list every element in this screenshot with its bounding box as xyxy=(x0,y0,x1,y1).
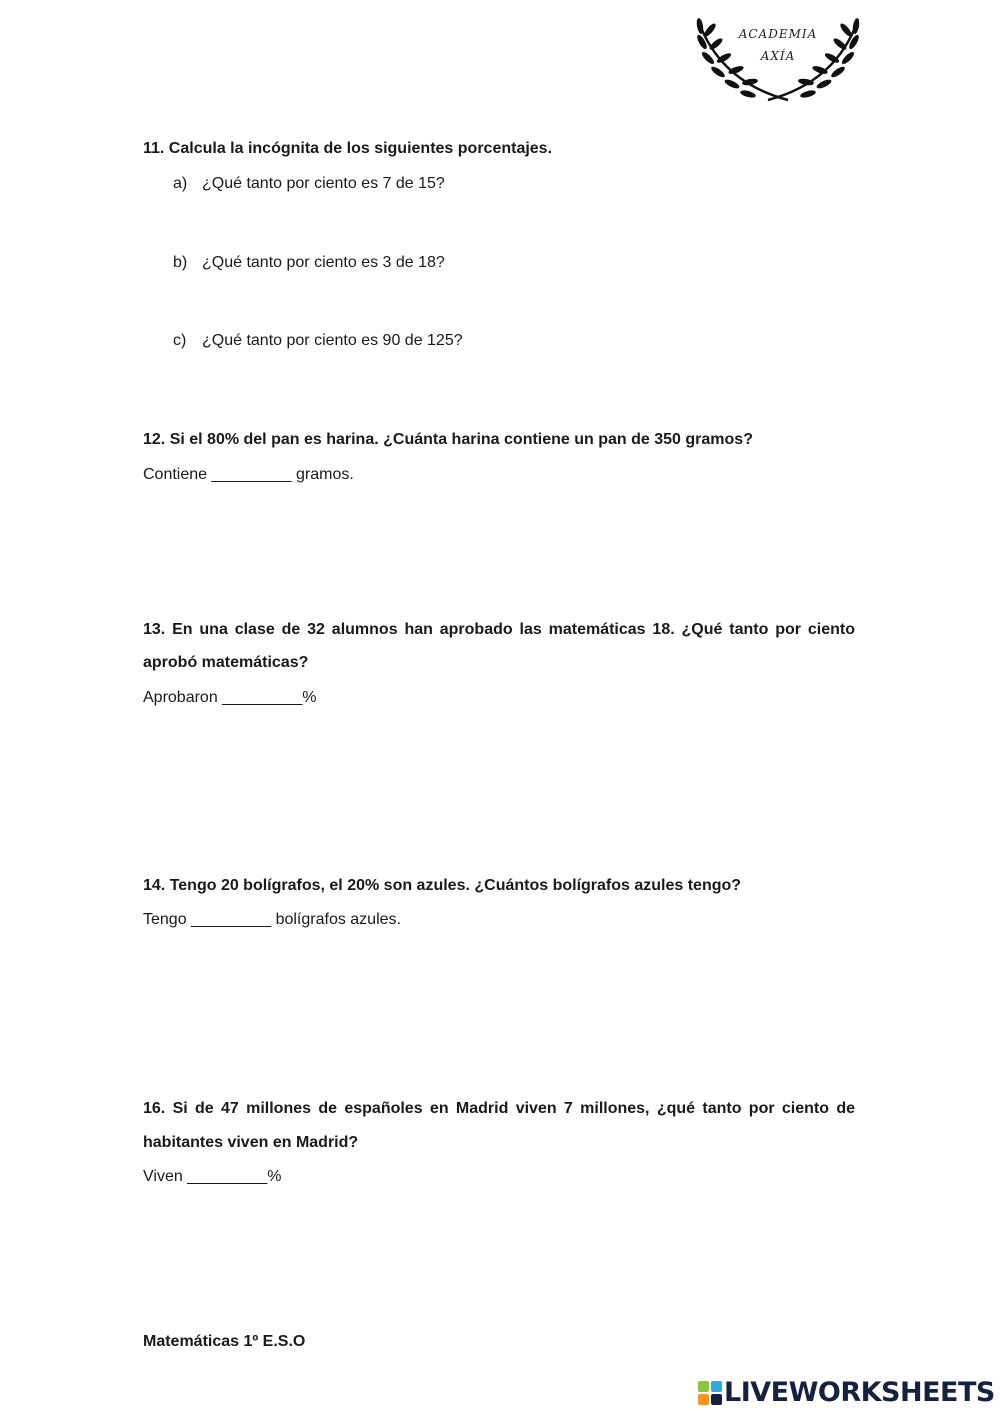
laurel-wreath-icon xyxy=(690,12,866,108)
q16-title-line2: habitantes viven en Madrid? xyxy=(143,1134,359,1151)
q12-title: 12. Si el 80% del pan es harina. ¿Cuánta harina contiene un pan de 350 gramos? xyxy=(143,431,753,448)
q11-c-text: ¿Qué tanto por ciento es 90 de 125? xyxy=(202,332,463,349)
liveworksheets-watermark xyxy=(698,1378,995,1408)
q13-title-line1: 13. En una clase de 32 alumnos han aprobado las matemáticas 18. ¿Qué tanto por ciento xyxy=(143,621,855,638)
q11-title: 11. Calcula la incógnita de los siguientes porcentajes. xyxy=(143,140,553,157)
q12-answer[interactable]: Contiene _________ gramos. xyxy=(143,466,354,483)
q11-a-text: ¿Qué tanto por ciento es 7 de 15? xyxy=(202,175,445,192)
q11-a-label: a) xyxy=(173,175,188,192)
q16-title-line1: 16. Si de 47 millones de españoles en Madrid viven 7 millones, ¿qué tanto por ciento de xyxy=(143,1100,855,1117)
q13-title-line2: aprobó matemáticas? xyxy=(143,654,309,671)
liveworksheets-logo-icon xyxy=(698,1381,722,1405)
academia-axia-logo xyxy=(690,12,866,108)
liveworksheets-wordmark: LIVEWORKSHEETS xyxy=(724,1377,995,1408)
q11-b-text: ¿Qué tanto por ciento es 3 de 18? xyxy=(202,254,445,271)
logo-line2: AXÍA xyxy=(760,49,796,63)
q11-c-label: c) xyxy=(173,332,187,349)
q14-title: 14. Tengo 20 bolígrafos, el 20% son azules. ¿Cuántos bolígrafos azules tengo? xyxy=(143,877,742,894)
q14-answer[interactable]: Tengo _________ bolígrafos azules. xyxy=(143,911,401,928)
logo-line1: ACADEMIA xyxy=(738,27,818,41)
q13-answer[interactable]: Aprobaron _________% xyxy=(143,689,317,706)
footer-course: Matemáticas 1º E.S.O xyxy=(143,1333,306,1350)
q16-answer[interactable]: Viven _________% xyxy=(143,1168,282,1185)
q11-b-label: b) xyxy=(173,254,188,271)
